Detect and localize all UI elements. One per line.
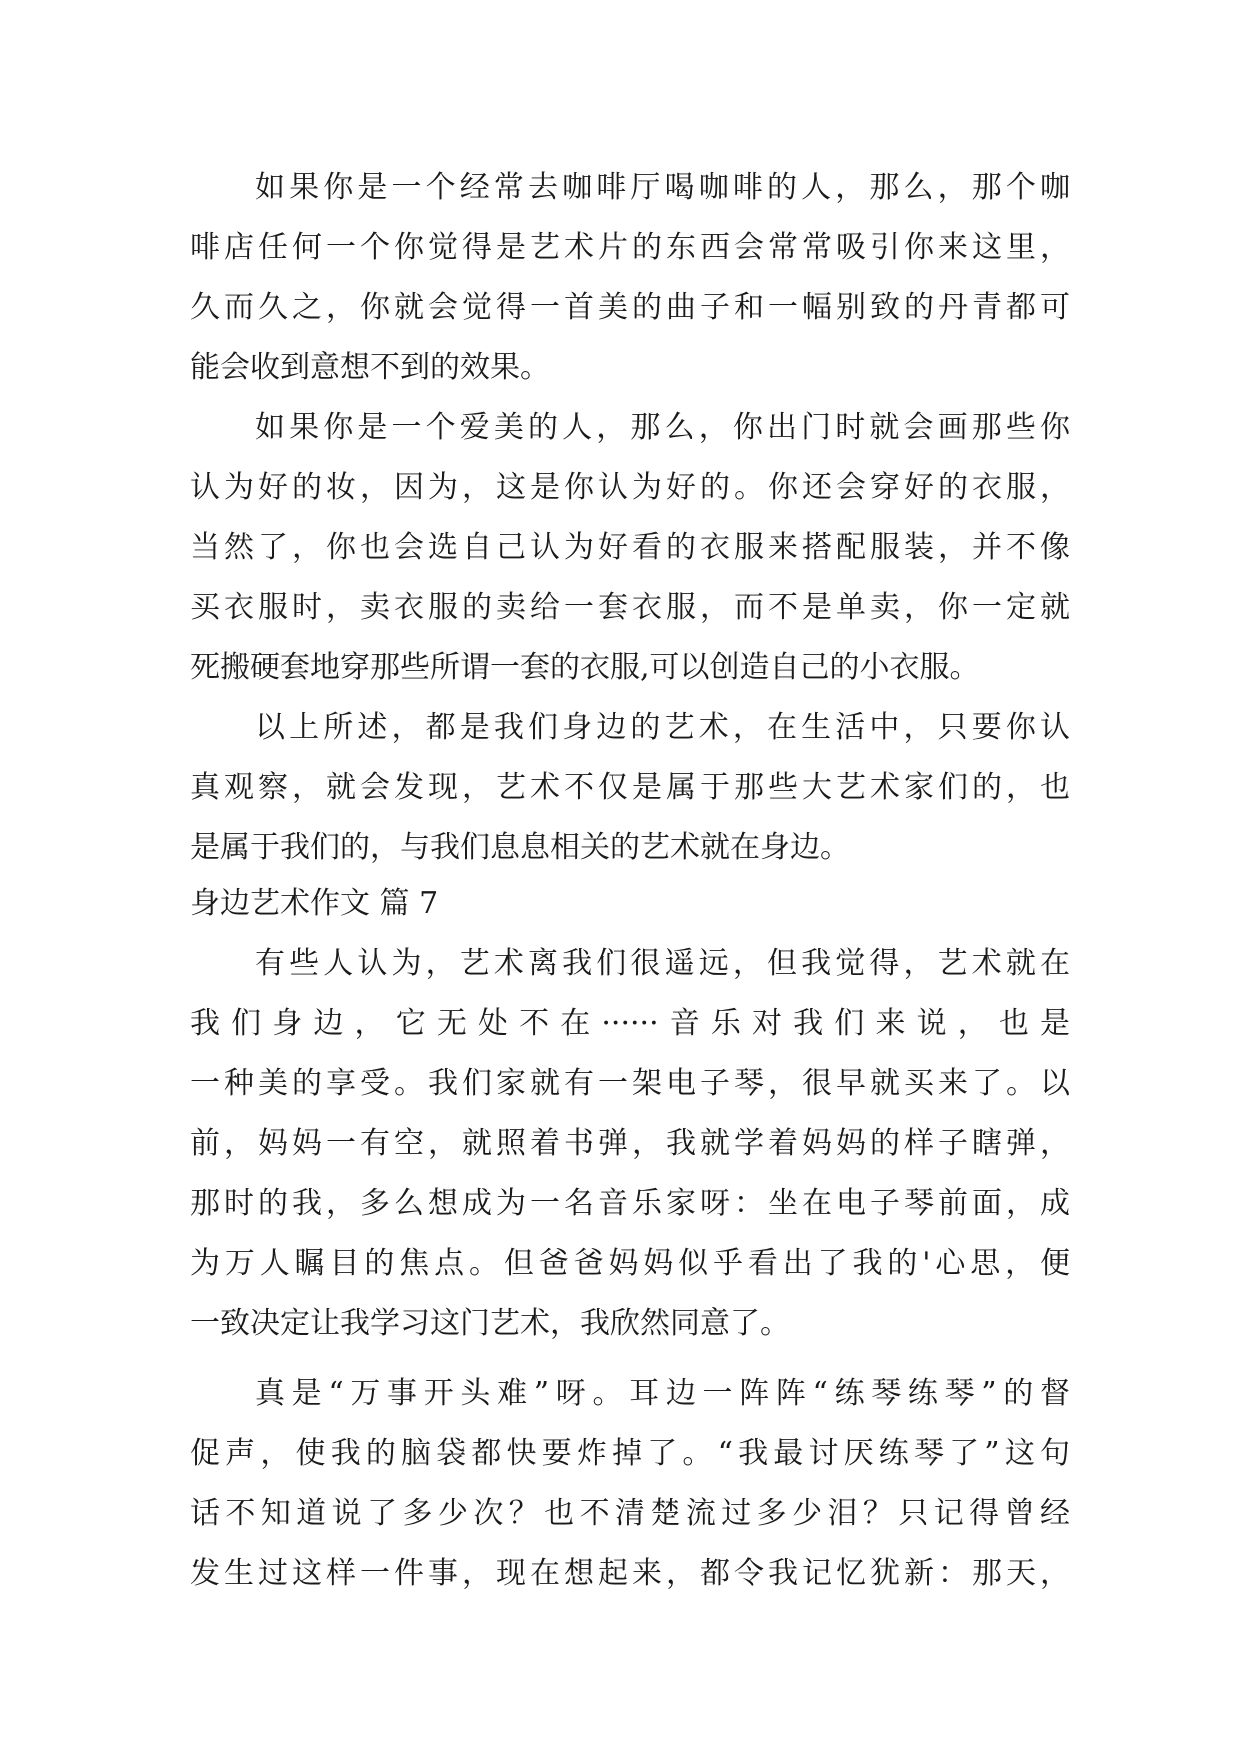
paragraph-4-line-1: 有些人认为，艺术离我们很遥远，但我觉得，艺术就在 <box>255 946 1070 981</box>
paragraph-1-line-2: 啡店任何一个你觉得是艺术片的东西会常常吸引你来这里， <box>190 230 1070 265</box>
paragraph-2-line-1: 如果你是一个爱美的人，那么，你出门时就会画那些你 <box>255 410 1070 445</box>
paragraph-1-line-4: 能会收到意想不到的效果。 <box>190 350 550 385</box>
paragraph-3-line-1: 以上所述，都是我们身边的艺术，在生活中，只要你认 <box>255 710 1070 745</box>
paragraph-5-line-2: 促声，使我的脑袋都快要炸掉了。“我最讨厌练琴了”这句 <box>190 1436 1070 1471</box>
paragraph-4-line-3: 一种美的享受。我们家就有一架电子琴，很早就买来了。以 <box>190 1066 1070 1101</box>
paragraph-3-line-3: 是属于我们的，与我们息息相关的艺术就在身边。 <box>190 830 850 865</box>
section-heading: 身边艺术作文 篇 7 <box>190 886 439 921</box>
paragraph-1-line-3: 久而久之，你就会觉得一首美的曲子和一幅别致的丹青都可 <box>190 290 1070 325</box>
paragraph-2-line-3: 当然了，你也会选自己认为好看的衣服来搭配服装，并不像 <box>190 530 1070 565</box>
paragraph-5-line-1: 真是“万事开头难”呀。耳边一阵阵“练琴练琴”的督 <box>255 1376 1070 1411</box>
paragraph-3-line-2: 真观察，就会发现，艺术不仅是属于那些大艺术家们的，也 <box>190 770 1070 805</box>
paragraph-2-line-2: 认为好的妆，因为，这是你认为好的。你还会穿好的衣服， <box>190 470 1070 505</box>
paragraph-4-line-5: 那时的我，多么想成为一名音乐家呀：坐在电子琴前面，成 <box>190 1186 1070 1221</box>
paragraph-2-line-4: 买衣服时，卖衣服的卖给一套衣服，而不是单卖，你一定就 <box>190 590 1070 625</box>
paragraph-4-line-4: 前，妈妈一有空，就照着书弹，我就学着妈妈的样子瞎弹， <box>190 1126 1070 1161</box>
paragraph-4-line-7: 一致决定让我学习这门艺术，我欣然同意了。 <box>190 1306 790 1341</box>
paragraph-1-line-1: 如果你是一个经常去咖啡厅喝咖啡的人，那么，那个咖 <box>255 170 1070 205</box>
paragraph-4-line-2: 我们身边，它无处不在······音乐对我们来说，也是 <box>190 1006 1070 1041</box>
paragraph-2-line-5: 死搬硬套地穿那些所谓一套的衣服,可以创造自己的小衣服。 <box>190 650 980 685</box>
paragraph-5-line-3: 话不知道说了多少次？也不清楚流过多少泪？只记得曾经 <box>190 1496 1070 1531</box>
paragraph-5-line-4: 发生过这样一件事，现在想起来，都令我记忆犹新：那天， <box>190 1556 1070 1591</box>
paragraph-4-line-6: 为万人瞩目的焦点。但爸爸妈妈似乎看出了我的'心思，便 <box>190 1246 1070 1281</box>
